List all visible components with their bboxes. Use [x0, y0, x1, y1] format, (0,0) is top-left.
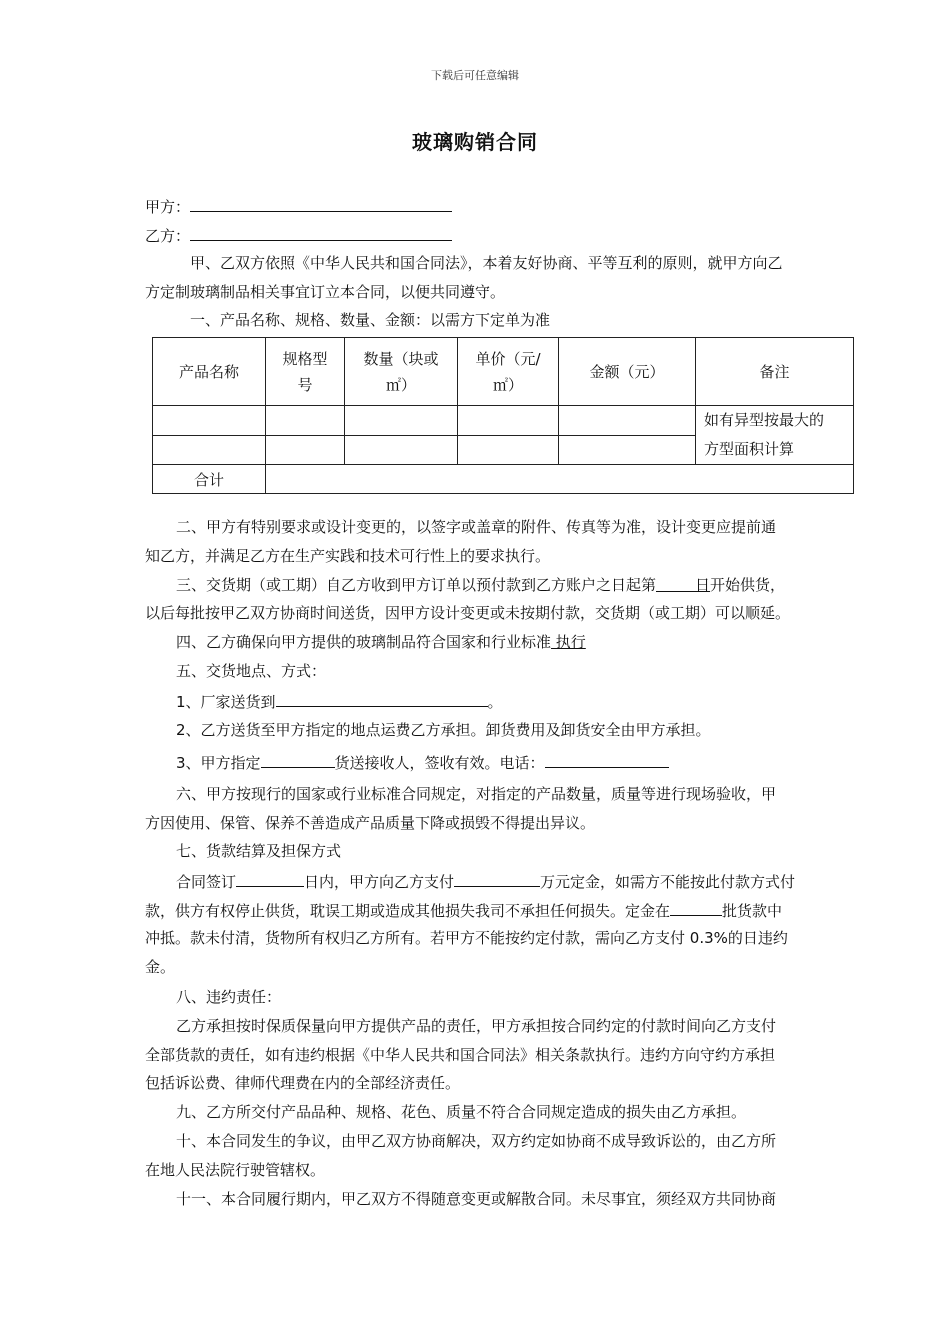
party-b-blank[interactable]: [190, 224, 452, 241]
clause-10-line-2: 在地人民法院行驶管辖权。: [145, 1161, 326, 1179]
header-remark: 备注: [696, 338, 854, 406]
phone-blank[interactable]: [545, 751, 669, 768]
table-cell[interactable]: [559, 406, 696, 436]
header-spec: 规格型 号: [266, 338, 345, 406]
party-a-line: [145, 195, 452, 217]
table-cell[interactable]: [559, 435, 696, 465]
clause-8-line-1: 乙方承担按时保质保量向甲方提供产品的责任，甲方承担按合同约定的付款时间向乙方支付: [176, 1017, 777, 1035]
clause-3-line-2: 以后每批按甲乙双方协商时间送货，因甲方设计变更或未按期付款，交货期（或工期）可以顺延。: [145, 604, 791, 622]
total-label: 合计: [153, 465, 266, 494]
table-cell[interactable]: [153, 435, 266, 465]
party-a-blank[interactable]: [190, 195, 452, 212]
party-b-label: 乙方：: [145, 227, 191, 245]
table-cell[interactable]: [153, 406, 266, 436]
remark-note-cell: 如有异型按最大的 方型面积计算: [696, 406, 854, 465]
clause-3-line-1: 三、交货期（或工期）自乙方收到甲方订单以预付款到乙方账户之日起第 日开始供货，: [176, 576, 786, 594]
table-cell[interactable]: [458, 406, 559, 436]
contract-title: 玻璃购销合同: [412, 130, 538, 154]
clause-8: 八、违约责任：: [176, 988, 282, 1006]
clause-9: 九、乙方所交付产品品种、规格、花色、质量不符合合同规定造成的损失由乙方承担。: [176, 1103, 747, 1121]
sign-days-blank[interactable]: [236, 870, 304, 887]
clause-5: 五、交货地点、方式：: [176, 662, 327, 680]
table-cell[interactable]: [458, 435, 559, 465]
clause-2-line-2: 知乙方，并满足乙方在生产实践和技术可行性上的要求执行。: [145, 547, 551, 565]
clause-5-item-3: 3、甲方指定 货送接收人，签收有效。电话：: [176, 751, 669, 773]
clause-4: 四、乙方确保向甲方提供的玻璃制品符合国家和行业标准 执行: [176, 633, 586, 651]
standard-execute-text: 执行: [551, 633, 586, 651]
clause-8-line-2: 全部货款的责任，如有违约根据《中华人民共和国合同法》相关条款执行。违约方向守约方承担: [145, 1046, 776, 1064]
clause-5-item-1: 1、厂家送货到 。: [176, 690, 503, 712]
total-value-cell[interactable]: [266, 465, 854, 494]
clause-8-line-3: 包括诉讼费、律师代理费在内的全部经济责任。: [145, 1074, 461, 1092]
deposit-amount-blank[interactable]: [454, 870, 540, 887]
delivery-address-blank[interactable]: [276, 690, 488, 707]
table-row: [153, 406, 854, 436]
receiver-blank[interactable]: [261, 751, 335, 768]
table-total-row: [153, 465, 854, 494]
table-cell[interactable]: [266, 435, 345, 465]
clause-11-line-1: 十一、本合同履行期内，甲乙双方不得随意变更或解散合同。未尽事宜，须经双方共同协商: [176, 1190, 777, 1208]
header-quantity: 数量（块或 ㎡）: [345, 338, 458, 406]
deposit-batch-blank[interactable]: [670, 899, 722, 916]
clause-2-line-1: 二、甲方有特别要求或设计变更的，以签字或盖章的附件、传真等为准，设计变更应提前通: [176, 518, 777, 536]
clause-1: 一、产品名称、规格、数量、金额：以需方下定单为准: [190, 311, 551, 329]
clause-5-item-2: 2、乙方送货至甲方指定的地点运费乙方承担。卸货费用及卸货安全由甲方承担。: [176, 721, 711, 739]
intro-line-2: 方定制玻璃制品相关事宜订立本合同，以便共同遵守。: [145, 283, 506, 301]
product-table: [152, 337, 854, 494]
header-note: 下载后可任意编辑: [431, 69, 519, 82]
clause-7: 七、货款结算及担保方式: [176, 842, 342, 860]
clause-6-line-1: 六、甲方按现行的国家或行业标准合同规定，对指定的产品数量，质量等进行现场验收，甲: [176, 785, 777, 803]
header-amount: 金额（元）: [559, 338, 696, 406]
clause-10-line-1: 十、本合同发生的争议，由甲乙双方协商解决，双方约定如协商不成导致诉讼的，由乙方所: [176, 1132, 777, 1150]
clause-6-line-2: 方因使用、保管、保养不善造成产品质量下降或损毁不得提出异议。: [145, 814, 596, 832]
header-product-name: 产品名称: [153, 338, 266, 406]
delivery-days-blank[interactable]: 日: [656, 575, 710, 592]
table-header-row: [153, 338, 854, 406]
party-b-line: [145, 224, 452, 246]
table-cell[interactable]: [345, 435, 458, 465]
party-a-label: 甲方：: [145, 198, 191, 216]
clause-7-line-2: 款，供方有权停止供货，耽误工期或造成其他损失我司不承担任何损失。定金在 批货款中: [145, 899, 782, 921]
table-cell[interactable]: [266, 406, 345, 436]
intro-line-1: 甲、乙双方依照《中华人民共和国合同法》，本着友好协商、平等互利的原则，就甲方向乙: [190, 254, 783, 272]
clause-7-line-3: 冲抵。款未付清，货物所有权归乙方所有。若甲方不能按约定付款，需向乙方支付 0.3%的日违约: [145, 929, 788, 947]
clause-7-line-4: 金。: [145, 958, 176, 976]
clause-7-line-1: 合同签订 日内，甲方向乙方支付 万元定金，如需方不能按此付款方式付: [176, 870, 795, 892]
table-cell[interactable]: [345, 406, 458, 436]
header-unit-price: 单价（元/ ㎡）: [458, 338, 559, 406]
